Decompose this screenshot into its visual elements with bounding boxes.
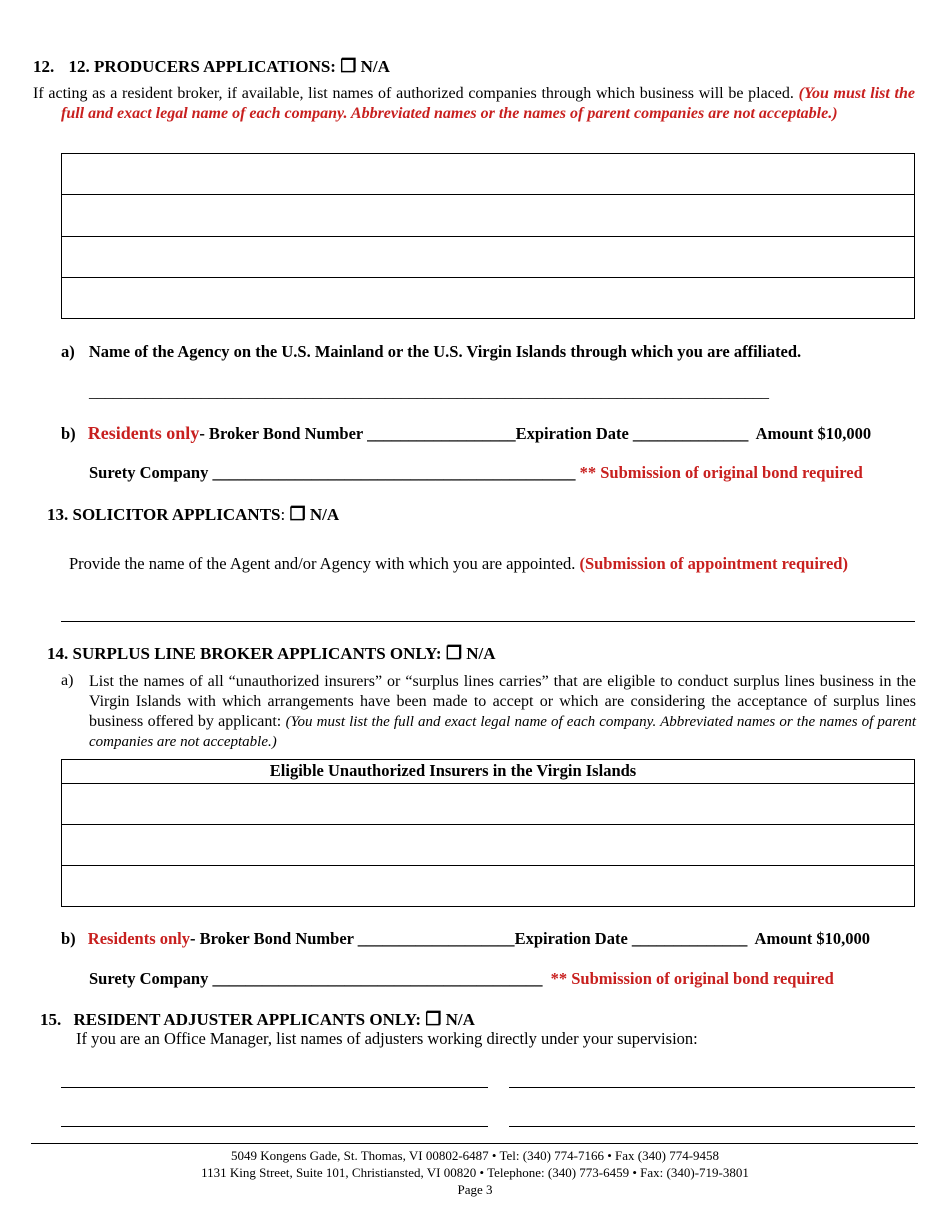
table-row[interactable]: [62, 195, 914, 237]
bond-submission-note: ** Submission of original bond required: [550, 969, 834, 988]
footer-address-st-thomas: 5049 Kongens Gade, St. Thomas, VI 00802-6487 • Tel: (340) 774-7166 • Fax (340) 774-9458: [230, 1148, 720, 1163]
section-14-heading: [47, 643, 495, 664]
checkbox-icon[interactable]: ❐: [425, 1009, 442, 1029]
section-12-item-a: [61, 342, 921, 362]
section-15-heading: [40, 1009, 475, 1030]
amount-label: Amount $10,000: [755, 424, 872, 443]
section-12-surety-row: [89, 463, 863, 483]
section-14-surety-row: [89, 969, 834, 989]
table-row[interactable]: [62, 825, 914, 866]
agency-name-blank[interactable]: _____________________________________________________________________________________: [89, 384, 769, 401]
section-12-note: (You must list the full and exact legal name of each company. Abbreviated names or the names of parent companies are not acceptable.): [61, 85, 916, 122]
na-label: N/A: [466, 644, 496, 663]
section-14-item-a: [89, 672, 916, 752]
residents-only-label: Residents only: [87, 929, 191, 948]
section-14-item-b: [61, 929, 870, 949]
section-15-text: If you are an Office Manager, list names of adjusters working directly under your supervision:: [76, 1029, 698, 1048]
table-row[interactable]: [62, 237, 914, 278]
section-13-text: [69, 554, 848, 574]
checkbox-icon[interactable]: ❐: [340, 56, 357, 76]
adjuster-name-line[interactable]: [61, 1087, 488, 1088]
section-12-item-b: [61, 423, 871, 444]
section-15-number: 15.: [40, 1010, 62, 1029]
na-label: N/A: [445, 1010, 475, 1029]
broker-bond-number-field[interactable]: - Broker Bond Number __________________: [199, 424, 516, 443]
section-14-item-a-label: a): [61, 672, 74, 689]
expiration-date-field[interactable]: Expiration Date ______________: [515, 424, 749, 443]
agent-name-line[interactable]: [61, 621, 915, 622]
item-b-label: b): [61, 424, 76, 443]
unauthorized-insurers-table: [61, 759, 915, 907]
section-12-title: 12. PRODUCERS APPLICATIONS:: [68, 57, 336, 76]
section-12-number: 12.: [33, 57, 55, 76]
section-14-title: SURPLUS LINE BROKER APPLICANTS ONLY:: [72, 644, 442, 663]
section-12-heading: [33, 56, 390, 77]
appointment-note: (Submission of appointment required): [579, 554, 848, 573]
footer: [0, 1147, 950, 1198]
section-13-heading: [47, 504, 339, 525]
item-b-label: b): [61, 929, 76, 948]
checkbox-icon[interactable]: ❐: [445, 643, 462, 663]
section-12-intro: [33, 84, 915, 124]
section-14-item-a-text: List the names of all “unauthorized insurers” or “surplus lines carries” that are eligible to conduct surplus lines business in the Virgin Islands with which arrangements have been made to accept or which are considering the acceptance of surplus lines business offered by applicant:: [89, 673, 916, 730]
section-12-intro-text: If acting as a resident broker, if available, list names of authorized companies through which business will be placed.: [33, 85, 794, 102]
section-13-prompt: Provide the name of the Agent and/or Agency with which you are appointed.: [69, 554, 576, 573]
expiration-date-field[interactable]: Expiration Date ______________: [514, 929, 748, 948]
item-a-text: Name of the Agency on the U.S. Mainland or the U.S. Virgin Islands through which you are affiliated.: [88, 342, 802, 361]
amount-label: Amount $10,000: [754, 929, 871, 948]
table-row[interactable]: [62, 784, 914, 825]
adjuster-name-line[interactable]: [509, 1126, 915, 1127]
section-13-number: 13.: [47, 505, 69, 524]
page-number: Page 3: [457, 1182, 493, 1197]
table-header: Eligible Unauthorized Insurers in the Virgin Islands: [62, 760, 914, 784]
item-a-label: a): [61, 342, 75, 361]
table-row[interactable]: [62, 866, 914, 906]
residents-only-label: Residents only: [87, 423, 200, 443]
adjuster-name-line[interactable]: [61, 1126, 488, 1127]
footer-address-christiansted: 1131 King Street, Suite 101, Christiansted, VI 00820 • Telephone: (340) 773-6459 • Fax: (340)-719-3801: [201, 1165, 749, 1180]
broker-bond-number-field[interactable]: - Broker Bond Number ___________________: [190, 929, 515, 948]
surety-company-field[interactable]: Surety Company ____________________________________________: [89, 463, 576, 482]
section-13-colon: :: [280, 505, 286, 524]
table-row[interactable]: [62, 154, 914, 195]
surety-company-field[interactable]: Surety Company ________________________________________: [89, 969, 543, 988]
table-row[interactable]: [62, 278, 914, 318]
section-14-item-a-note: (You must list the full and exact legal name of each company. Abbreviated names or the names of parent companies are not acceptable.): [89, 714, 916, 750]
section-14-number: 14.: [47, 644, 69, 663]
authorized-companies-table: [61, 153, 915, 319]
checkbox-icon[interactable]: ❐: [289, 504, 306, 524]
section-13-title: SOLICITOR APPLICANTS: [72, 505, 281, 524]
na-label: N/A: [360, 57, 390, 76]
footer-divider: [31, 1143, 918, 1144]
section-15-title: RESIDENT ADJUSTER APPLICANTS ONLY:: [73, 1010, 422, 1029]
na-label: N/A: [309, 505, 340, 524]
bond-submission-note: ** Submission of original bond required: [579, 463, 863, 482]
adjuster-name-line[interactable]: [509, 1087, 915, 1088]
